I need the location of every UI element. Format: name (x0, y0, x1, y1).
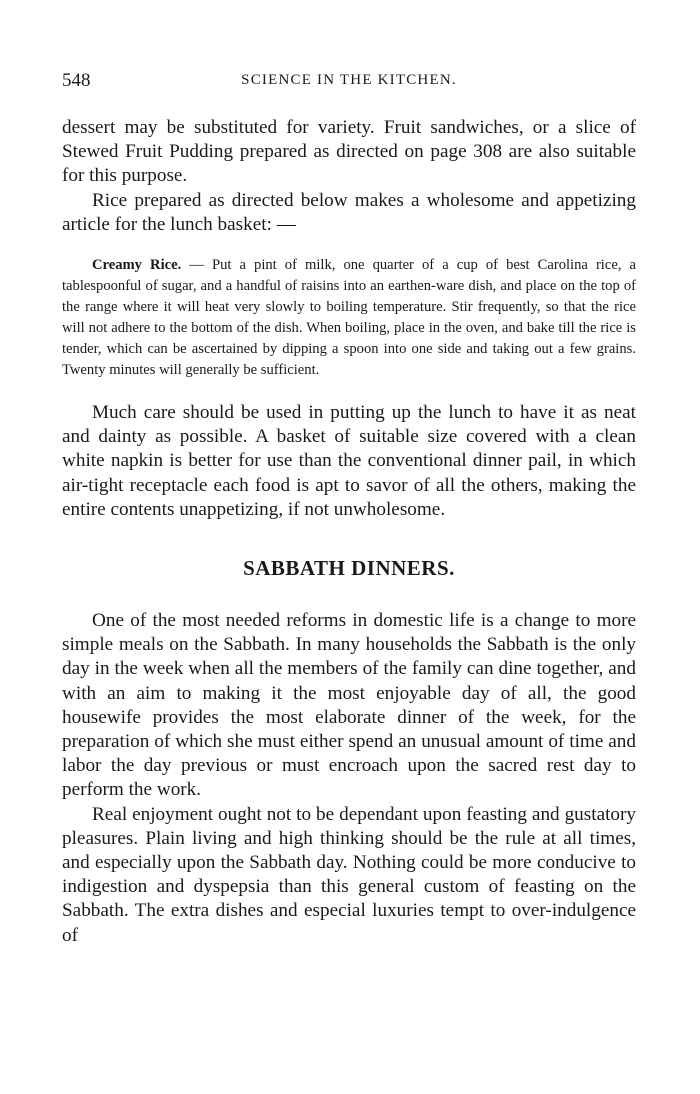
paragraph-rice-intro: Rice prepared as directed below makes a wholesome and appetizing article for the lunch basket: — (62, 189, 636, 235)
running-head (62, 70, 636, 96)
recipe-body: — Put a pint of milk, one quarter of a cup of best Carolina rice, a tablespoonful of sugar, and a handful of raisins into an earthen-ware dish, and place on the top of the range where it will heat very slowly to boiling temperature. Stir frequently, so that the rice will not adhere to the bottom of the dish. When boiling, place in the oven, and bake till the rice is tender, which can be ascertained by dipping a spoon into one side and taking out a few grains. Twenty minutes will generally be sufficient. (62, 257, 636, 379)
paragraph-sabbath-reform: One of the most needed reforms in domestic life is a change to more simple meals on the Sabbath. In many households the Sabbath is the only day in the week when all the members of the family can dine together, and with an aim to making it the most enjoyable day of all, the good housewife provides the most elaborate dinner of the week, for the preparation of which she must either spend an unusual amount of time and labor the day previous or must encroach upon the sacred rest day to perform the work. (62, 610, 636, 801)
book-page (62, 70, 636, 948)
running-title: SCIENCE IN THE KITCHEN. (241, 72, 457, 88)
section-heading: SABBATH DINNERS. (243, 556, 455, 581)
page-number: 548 (62, 70, 91, 91)
recipe-title: Creamy Rice. (92, 257, 182, 274)
paragraph-real-enjoyment: Real enjoyment ought not to be dependant upon feasting and gustatory pleasures. Plain living and high thinking should be the rule at all times, and especially upon the Sabbath day. Nothing could be more conducive to indigestion and dyspepsia than this general custom of feasting on the Sabbath. The extra dishes and especial luxuries tempt to over-indulgence of (62, 803, 636, 946)
paragraph-dessert: dessert may be substituted for variety. Fruit sandwiches, or a slice of Stewed Fruit Pudding prepared as directed on page 308 are also suitable for this purpose. (62, 117, 636, 187)
recipe-creamy-rice (62, 255, 636, 381)
paragraph-lunch-care: Much care should be used in putting up the lunch to have it as neat and dainty as possible. A basket of suitable size covered with a clean white napkin is better for use than the conventional dinner pail, in which air-tight receptacle each food is apt to savor of all the others, making the entire contents unappetizing, if not unwholesome. (62, 402, 636, 520)
